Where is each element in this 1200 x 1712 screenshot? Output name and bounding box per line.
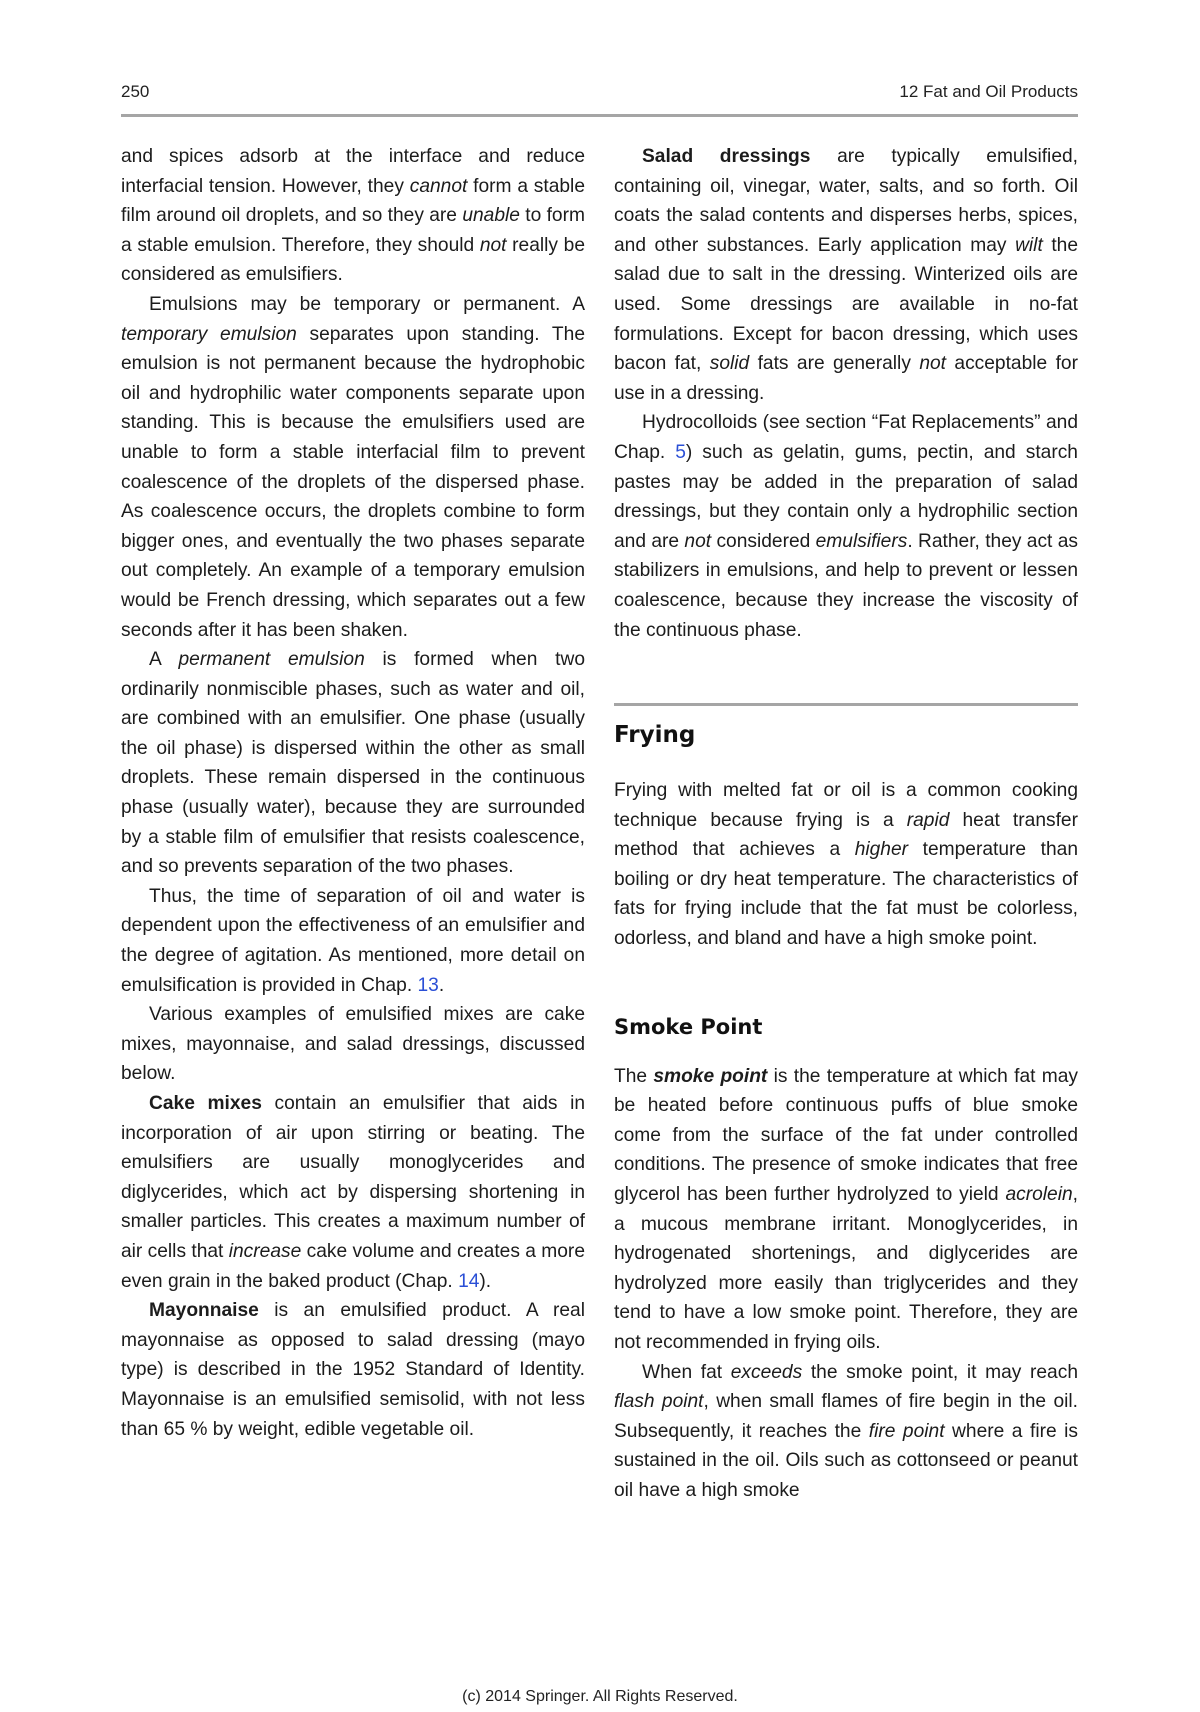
paragraph: Mayonnaise is an emulsified product. A real mayonnaise as opposed to salad dressing (mayo type) is described in the 1952 Standard of Identity. Mayonnaise is an emulsified semisolid, with not less than 65 % by weight, edible vegetable oil.	[121, 1300, 585, 1440]
paragraph: Cake mixes contain an emulsifier that aids in incorporation of air upon stirring or beating. The emulsifiers are usually monoglycerides and diglycerides, which act by dispersing shortening in smaller particles. This creates a maximum number of air cells that increase cake volume and creates a more even grain in the baked product (Chap. 14).	[121, 1093, 586, 1292]
paragraph: and spices adsorb at the interface and reduce interfacial tension. However, they cannot form a stable film around oil droplets, and so they are unable to form a stable emulsion. Therefore, they should not really be considered as emulsifiers.	[121, 146, 585, 286]
running-header	[121, 82, 1078, 108]
section-rule	[614, 703, 1078, 706]
paragraph: Emulsions may be temporary or permanent. A temporary emulsion separates upon standing. The emulsion is not permanent because the hydrophobic oil and hydrophilic water components separate upon standing. This is because the emulsifiers used are unable to form a stable interfacial film to prevent coalescence of the droplets of the dispersed phase. As coalescence occurs, the droplets combine to form bigger ones, and eventually the two phases separate out completely. An example of a temporary emulsion would be French dressing, which separates out a few seconds after it has been shaken.	[121, 293, 585, 641]
paragraph: A permanent emulsion is formed when two ordinarily nonmiscible phases, such as water and oil, are combined with an emulsifier. One phase (usually the oil phase) is dispersed within the other as small droplets. These remain dispersed in the continuous phase (usually water), because they are surrounded by a stable film of emulsifier that resists coalescence, and so prevents separation of the two phases.	[121, 649, 585, 878]
paragraph: Salad dressings are typically emulsified, containing oil, vinegar, water, salts, and so forth. Oil coats the salad contents and disperses herbs, spices, and other substances. Early application may wilt the salad due to salt in the dressing. Winterized oils are used. Some dressings are available in no-fat formulations. Except for bacon dressing, which uses bacon fat, solid fats are generally not acceptable for use in a dressing.	[614, 146, 1078, 404]
header-rule	[121, 114, 1078, 117]
paragraph: When fat exceeds the smoke point, it may reach flash point, when small flames of fire begin in the oil. Subsequently, it reaches the fire point where a fire is sustained in the oil. Oils such as cottonseed or peanut oil have a high smoke	[614, 1361, 1079, 1501]
chapter-link[interactable]: 13	[417, 974, 439, 996]
page-number: 250	[121, 82, 150, 101]
chapter-link[interactable]: 14	[458, 1270, 480, 1292]
paragraph: Frying with melted fat or oil is a common cooking technique because frying is a rapid heat transfer method that achieves a higher temperature than boiling or dry heat temperature. The characteristics of fats for frying include that the fat must be colorless, odorless, and bland and have a high smoke point.	[614, 780, 1078, 950]
paragraph: The smoke point is the temperature at which fat may be heated before continuous puffs of blue smoke come from the surface of the fat under controlled conditions. The presence of smoke indicates that free glycerol has been further hydrolyzed to yield acrolein, a mucous membrane irritant. Monoglycerides, in hydrogenated shortenings, and diglycerides are hydrolyzed more easily than triglycerides and they tend to have a low smoke point. Therefore, they are not recommended in frying oils.	[614, 1065, 1078, 1353]
left-column	[121, 142, 585, 1444]
chapter-link[interactable]: 5	[675, 441, 686, 463]
copyright-footer: (c) 2014 Springer. All Rights Reserved.	[462, 1688, 738, 1705]
paragraph: Thus, the time of separation of oil and water is dependent upon the effectiveness of an emulsifier and the degree of agitation. As mentioned, more detail on emulsification is provided in Chap. 13.	[121, 885, 585, 996]
section-heading-frying: Frying	[614, 722, 696, 749]
paragraph: Various examples of emulsified mixes are cake mixes, mayonnaise, and salad dressings, discussed below.	[121, 1004, 585, 1085]
chapter-title: 12 Fat and Oil Products	[899, 82, 1078, 101]
paragraph: Hydrocolloids (see section “Fat Replacements” and Chap. 5) such as gelatin, gums, pectin, and starch pastes may be added in the preparation of salad dressings, but they contain only a hydrophilic section and are not considered emulsifiers. Rather, they act as stabilizers in emulsions, and help to prevent or lessen coalescence, because they increase the viscosity of the continuous phase.	[614, 412, 1078, 641]
subsection-heading-smoke-point: Smoke Point	[614, 1014, 763, 1039]
right-column	[614, 142, 1078, 1506]
